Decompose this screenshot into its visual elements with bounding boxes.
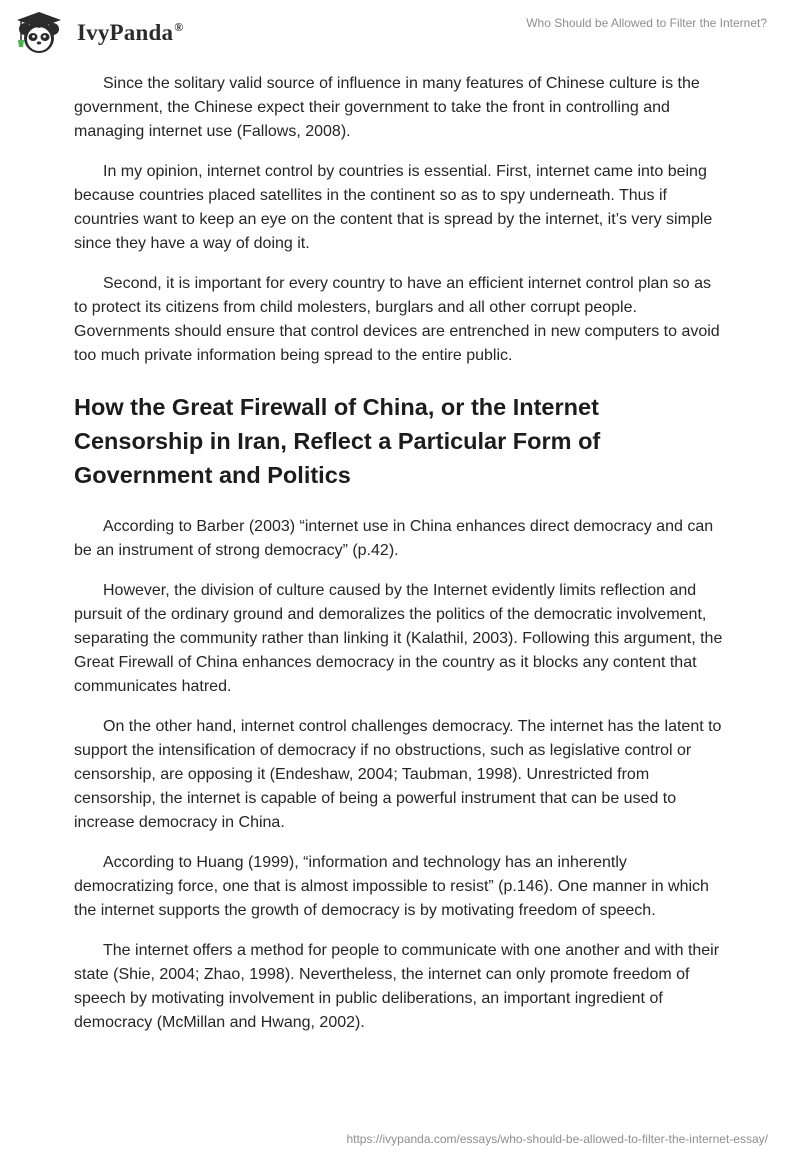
paragraph: According to Barber (2003) “internet use in China enhances direct democracy and can be an instrument of strong democracy” (p.42). bbox=[74, 518, 714, 559]
section-heading: How the Great Firewall of China, or the Internet Censorship in Iran, Reflect a Particular Form of Government and Politics bbox=[74, 394, 601, 488]
paragraph: On the other hand, internet control challenges democracy. The internet has the latent to support the intensification of democracy if no obstructions, such as legislative control or censorship, are opposing it (Endeshaw, 2004; Taubman, 1998). Unrestricted from censorship, the internet is capable of being a powerful instrument that can be used to increase democracy in China. bbox=[74, 718, 722, 831]
paragraph: Since the solitary valid source of influence in many features of Chinese culture is the government, the Chinese expect their government to take the front in controlling and managing internet use (Fallows, 2008). bbox=[74, 75, 700, 140]
paragraph: However, the division of culture caused by the Internet evidently limits reflection and pursuit of the ordinary ground and demoralizes the politics of the democratic involvement, separating the community rather than linking it (Kalathil, 2003). Following this argument, the Great Firewall of China enhances democracy in the country as it blocks any content that communicates hatred. bbox=[74, 582, 723, 695]
essay-content bbox=[74, 72, 728, 1051]
brand-logo[interactable] bbox=[13, 8, 183, 58]
paragraph: The internet offers a method for people to communicate with one another and with their state (Shie, 2004; Zhao, 1998). Nevertheless, the internet can only promote freedom of speech by motivating involvement in public deliberations, an important ingredient of democracy (McMillan and Hwang, 2002). bbox=[74, 942, 720, 1031]
source-url[interactable]: https://ivypanda.com/essays/who-should-be-allowed-to-filter-the-internet-essay/ bbox=[346, 1132, 768, 1146]
paragraph: Second, it is important for every country to have an efficient internet control plan so as to protect its citizens from child molesters, burglars and all other corrupt people. Governments should ensure that control devices are entrenched in new computers to avoid too much private information being spread to the entire public. bbox=[74, 275, 720, 364]
paragraph: According to Huang (1999), “information and technology has an inherently democratizing force, one that is almost impossible to resist” (p.146). One manner in which the internet supports the growth of democracy is by motivating freedom of speech. bbox=[74, 854, 709, 919]
paragraph: In my opinion, internet control by countries is essential. First, internet came into being because countries placed satellites in the continent so as to spy underneath. Thus if countries want to keep an eye on the content that is spread by the internet, it’s very simple since they have a way of doing it. bbox=[74, 163, 713, 252]
panda-graduation-cap-logo-icon bbox=[13, 10, 69, 56]
brand-name: IvyPanda® bbox=[77, 20, 184, 45]
document-title: Who Should be Allowed to Filter the Internet? bbox=[526, 16, 767, 30]
